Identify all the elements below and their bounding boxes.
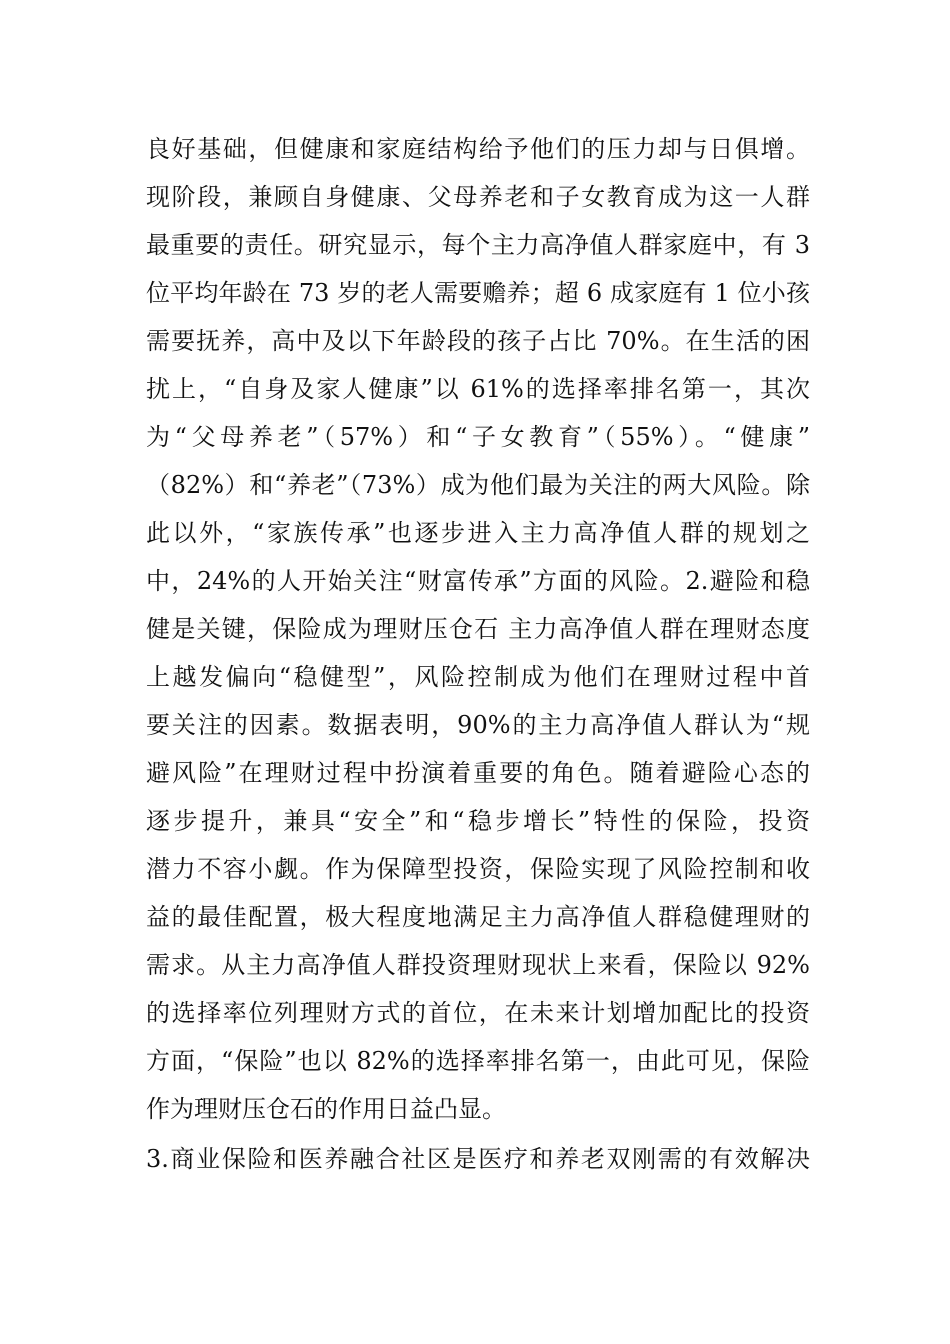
text-line: 要关注的因素。数据表明，90%的主力高净值人群认为“规 xyxy=(146,711,810,739)
text-line: 位平均年龄在 73 岁的老人需要赡养；超 6 成家庭有 1 位小孩 xyxy=(146,279,810,307)
text-line: 此以外，“家族传承”也逐步进入主力高净值人群的规划之 xyxy=(146,519,810,547)
text-line: 益的最佳配置，极大程度地满足主力高净值人群稳健理财的 xyxy=(146,903,810,931)
text-line: 的选择率位列理财方式的首位，在未来计划增加配比的投资 xyxy=(146,999,810,1027)
text-line: 潜力不容小觑。作为保障型投资，保险实现了风险控制和收 xyxy=(146,855,810,883)
text-line: 方面，“保险”也以 82%的选择率排名第一，由此可见，保险 xyxy=(146,1047,810,1075)
text-line: 扰上，“自身及家人健康”以 61%的选择率排名第一，其次 xyxy=(146,375,810,403)
paragraph-2 xyxy=(146,1135,810,1183)
text-line: 中，24%的人开始关注“财富传承”方面的风险。2.避险和稳 xyxy=(146,567,810,595)
text-line: 现阶段，兼顾自身健康、父母养老和子女教育成为这一人群 xyxy=(146,183,810,211)
text-line: 3.商业保险和医养融合社区是医疗和养老双刚需的有效解决 xyxy=(146,1145,810,1173)
text-line: 需求。从主力高净值人群投资理财现状上来看，保险以 92% xyxy=(146,951,810,979)
paragraph-1 xyxy=(146,125,810,1133)
text-line: 最重要的责任。研究显示，每个主力高净值人群家庭中，有 3 xyxy=(146,231,810,259)
text-line: 健是关键，保险成为理财压仓石 主力高净值人群在理财态度 xyxy=(146,615,810,643)
text-line: 作为理财压仓石的作用日益凸显。 xyxy=(146,1095,506,1123)
text-line: （82%）和“养老”（73%）成为他们最为关注的两大风险。除 xyxy=(146,471,810,499)
text-line: 为“父母养老”（57%）和“子女教育”（55%）。“健康” xyxy=(146,423,810,451)
body-text xyxy=(146,125,810,1183)
text-line: 避风险”在理财过程中扮演着重要的角色。随着避险心态的 xyxy=(146,759,810,787)
text-line: 逐步提升，兼具“安全”和“稳步增长”特性的保险，投资 xyxy=(146,807,810,835)
text-line: 需要抚养，高中及以下年龄段的孩子占比 70%。在生活的困 xyxy=(146,327,810,355)
text-line: 上越发偏向“稳健型”，风险控制成为他们在理财过程中首 xyxy=(146,663,810,691)
text-line: 良好基础，但健康和家庭结构给予他们的压力却与日俱增。 xyxy=(146,135,810,163)
